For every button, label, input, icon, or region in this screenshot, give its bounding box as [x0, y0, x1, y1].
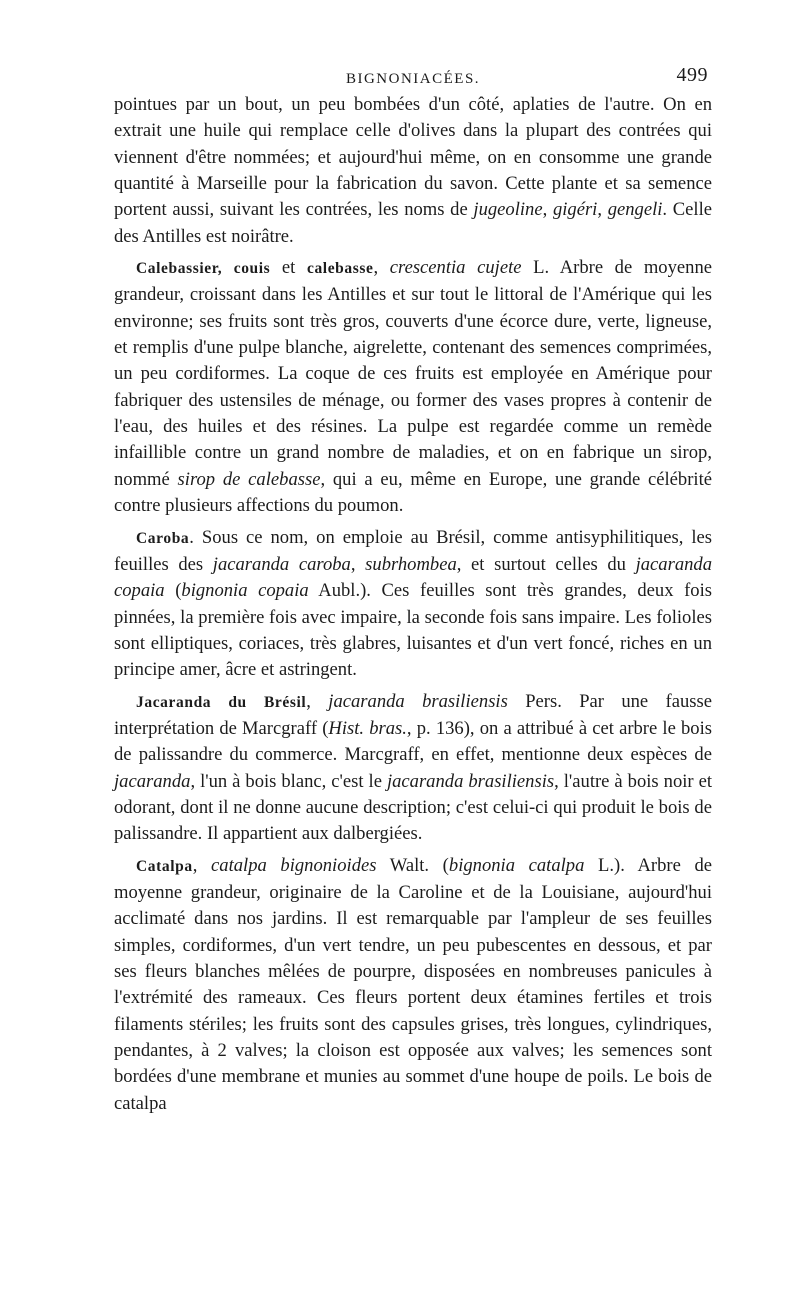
entry-term: Catalpa — [136, 857, 193, 875]
latin-name: jacaranda brasiliensis — [328, 690, 508, 712]
entry-term: Calebassier, couis — [136, 260, 271, 278]
latin-name: jacaranda caroba — [212, 553, 351, 575]
running-title: BIGNONIACÉES. — [345, 71, 481, 87]
entry-caroba: Caroba. Sous ce nom, on emploie au Brésil, comme antisyphilitiques, les feuilles des jacaranda caroba, subrhombea, et surtout celles du jacaranda copaia (bignonia copaia Aubl.). Ces feuilles sont très grandes, deux fois pinnées, la première fois avec impaire, la seconde fois sans impaire. Les folioles sont elliptiques, coriaces, très glabres, luisantes et d'un vert foncé, riches en un principe amer, âcre et astringent. — [114, 526, 713, 681]
page-number: 499 — [676, 64, 708, 86]
entry-term: Jacaranda du Brésil — [136, 693, 307, 711]
latin-name: crescentia cujete — [389, 257, 522, 279]
running-header — [114, 60, 712, 90]
book-page — [114, 60, 712, 1117]
paragraph-continuation: pointues par un bout, un peu bombées d'un côté, aplaties de l'autre. On en extrait une huile qui remplace celle d'olives dans la plupart des contrées qui viennent d'être nommées; et aujourd'hui même, on en consomme une grande quantité à Marseille pour la fabrication du savon. Cette plante et sa semence portent aussi, suivant les contrées, les noms de jugeoline, gigéri, gengeli. Celle des Antilles est noirâtre. — [114, 94, 712, 247]
entry-calebassier: Calebassier, couis et calebasse, crescentia cujete L. Arbre de moyenne grandeur, croissant dans les Antilles et sur tout le littoral de l'Amérique qui les environne; ses fruits sont très gros, couverts d'une écorce dure, verte, ligneuse, et remplis d'une pulpe blanche, aigrelette, contenant des semences comprimées, un peu cordiformes. La coque de ces fruits est employée en Amérique pour fabriquer des ustensiles de ménage, ou former des vases propres à contenir de l'eau, des huiles et des résines. La pulpe est regardée comme un remède infaillible contre un grand nombre de maladies, et on en fabrique un sirop, nommé sirop de calebasse, qui a eu, même en Europe, une grande célébrité contre plusieurs affections du poumon. — [114, 257, 713, 517]
entry-catalpa: Catalpa, catalpa bignonioides Walt. (bignonia catalpa L.). Arbre de moyenne grandeur, originaire de la Caroline et de la Louisiane, aujourd'hui acclimaté dans nos jardins. Il est remarquable par l'ampleur de ses feuilles simples, cordiformes, d'un vert tendre, un peu pubescentes en dessous, et par ses fleurs blanches mêlées de pourpre, disposées en nombreuses panicules à l'extrémité des rameaux. Ces fleurs portent deux étamines fertiles et trois filaments stériles; les fruits sont des capsules grises, très longues, cylindriques, pendantes, à 2 valves; la cloison est opposée aux valves; les semences sont bordées d'une membrane et munies au sommet d'une houpe de poils. Le bois de catalpa — [114, 854, 713, 1114]
entry-jacaranda: Jacaranda du Brésil, jacaranda brasiliensis Pers. Par une fausse interprétation de Marcgraff (Hist. bras., p. 136), on a attribué à cet arbre le bois de palissandre du commerce. Marcgraff, en effet, mentionne deux espèces de jacaranda, l'un à bois blanc, c'est le jacaranda brasiliensis, l'autre à bois noir et odorant, dont il ne donne aucune description; c'est celui-ci qui produit le bois de palissandre. Il appartient aux dalbergiées. — [114, 690, 713, 845]
latin-name: catalpa bignonioides — [211, 854, 377, 876]
entry-term: Caroba — [136, 529, 190, 547]
entry-term: calebasse — [306, 260, 374, 278]
